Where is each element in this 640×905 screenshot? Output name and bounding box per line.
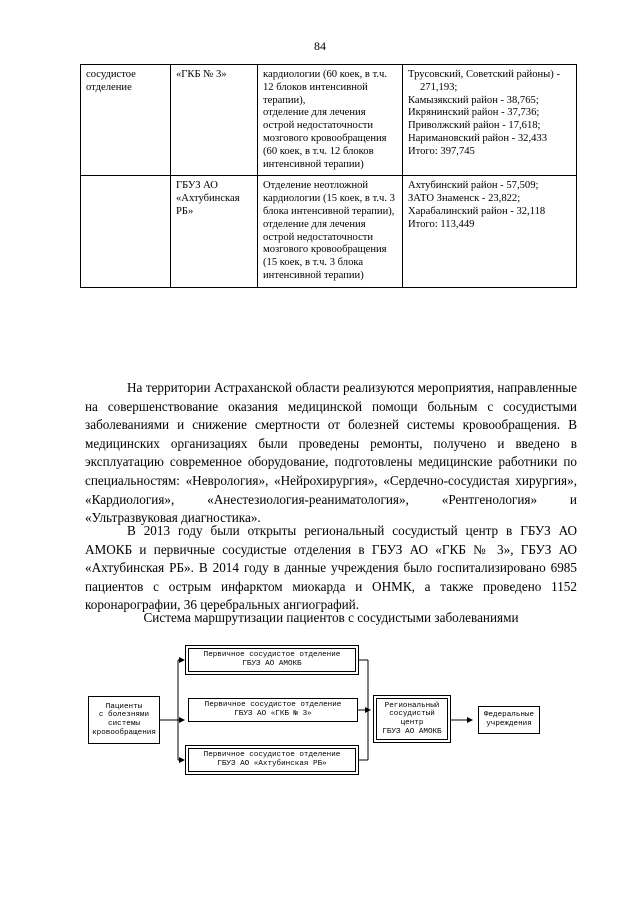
box-text: ГБУЗ АО «Ахтубинская РБ» bbox=[217, 760, 327, 768]
patients-box bbox=[88, 696, 160, 744]
primary-unit-akhtubinsk-box bbox=[188, 748, 356, 772]
box-text: Федеральные bbox=[483, 711, 535, 720]
box-text: центр bbox=[400, 719, 424, 727]
table-cell-unit: сосудистое отделение bbox=[81, 65, 171, 176]
table-cell-facility: ГБУЗ АО «Ахтубинская РБ» bbox=[171, 176, 258, 287]
district-line: Икрянинский район - 37,736; bbox=[408, 107, 540, 119]
box-text: ГБУЗ АО АМОКБ bbox=[242, 660, 302, 668]
department-text: Отделение неотложной кардиологии (15 коек, в т.ч. 3 блока интенсивной терапии), отделение для лечения острой недостаточности мозгового кровообращения (15 коек, в т.ч. 3 блока интенсивной терапии) bbox=[263, 180, 395, 281]
primary-unit-amokb-box bbox=[188, 648, 356, 672]
table-cell-facility: «ГКБ № 3» bbox=[171, 65, 258, 176]
box-text: Первичное сосудистое отделение bbox=[204, 701, 342, 710]
table-cell-unit bbox=[81, 176, 171, 287]
district-line: Наримановский район - 32,433 bbox=[408, 132, 547, 144]
routing-diagram bbox=[80, 636, 560, 786]
box-text: учреждения bbox=[486, 720, 532, 728]
box-text: Первичное сосудистое отделение bbox=[203, 651, 341, 660]
district-line: Трусовский, Советский районы) - bbox=[408, 69, 561, 80]
box-text: системы bbox=[108, 720, 140, 728]
primary-unit-gkb3-box bbox=[188, 698, 358, 722]
district-line: ЗАТО Знаменск - 23,822; bbox=[408, 193, 521, 205]
body-paragraph bbox=[85, 379, 577, 528]
box-text: ГБУЗ АО «ГКБ № 3» bbox=[234, 710, 312, 718]
body-paragraph bbox=[85, 522, 577, 615]
district-line: 271,193; bbox=[420, 81, 458, 93]
district-line: Ахтубинский район - 57,509; bbox=[408, 180, 539, 192]
paragraph-text: В 2013 году были открыты региональный сосудистый центр в ГБУЗ АО АМОКБ и первичные сосудистые отделения в ГБУЗ АО «ГКБ № 3», ГБУЗ АО «Ахтубинская РБ». В 2014 году в данные учреждения было госпитализировано 6985 пациентов с острым инфарктом миокарда и ОНМК, а также проведено 1152 коронарографии, 36 церебральных ангиографий. bbox=[85, 523, 577, 613]
table-cell-departments bbox=[258, 176, 403, 287]
paragraph-text: На территории Астраханской области реализуются мероприятия, направленные на совершенствование оказания медицинской помощи больным с сосудистыми заболеваниями и снижение смертности от болезней системы кровообращения. В медицинских организациях были проведены ремонты, получено и введено в эксплуатацию современное оборудование, подготовлены медицинские работники по специальностям: «Неврология», «Нейрохирургия», «Сердечно-сосудистая хирургия», «Кардиология», «Анестезиология-реаниматология», «Рентгенология» и «Ультразвуковая диагностика». bbox=[85, 380, 577, 526]
diagram-title: Система маршрутизации пациентов с сосудистыми заболеваниями bbox=[143, 610, 519, 625]
box-text: Региональный bbox=[384, 701, 440, 710]
district-line: Харабалинский район - 32,118 bbox=[408, 205, 546, 217]
table-cell-districts bbox=[403, 65, 577, 176]
box-text: кровообращения bbox=[92, 728, 156, 737]
department-text: кардиологии (60 коек, в т.ч. 12 блоков интенсивной терапии), bbox=[263, 69, 388, 106]
box-text: ГБУЗ АО АМОКБ bbox=[382, 727, 442, 736]
regional-center-box bbox=[376, 698, 448, 740]
table-row bbox=[81, 65, 577, 176]
page-number: 84 bbox=[314, 39, 326, 53]
table-row bbox=[81, 176, 577, 287]
box-text: сосудистый bbox=[389, 710, 435, 719]
federal-institutions-box bbox=[478, 706, 540, 734]
box-text: с болезнями bbox=[98, 711, 150, 720]
district-total: Итого: 113,449 bbox=[408, 218, 475, 230]
box-text: Первичное сосудистое отделение bbox=[203, 751, 341, 760]
table-cell-districts bbox=[403, 176, 577, 287]
district-total: Итого: 397,745 bbox=[408, 145, 475, 157]
routing-table bbox=[80, 64, 577, 288]
district-line: Камызякский район - 38,765; bbox=[408, 94, 539, 106]
table-cell-departments bbox=[258, 65, 403, 176]
department-text: отделение для лечения острой недостаточности мозгового кровообращения (60 коек, в т.ч. 12 блоков интенсивной терапии) bbox=[263, 107, 387, 170]
district-line: Приволжский район - 17,618; bbox=[408, 120, 541, 132]
box-text: Пациенты bbox=[105, 702, 143, 711]
